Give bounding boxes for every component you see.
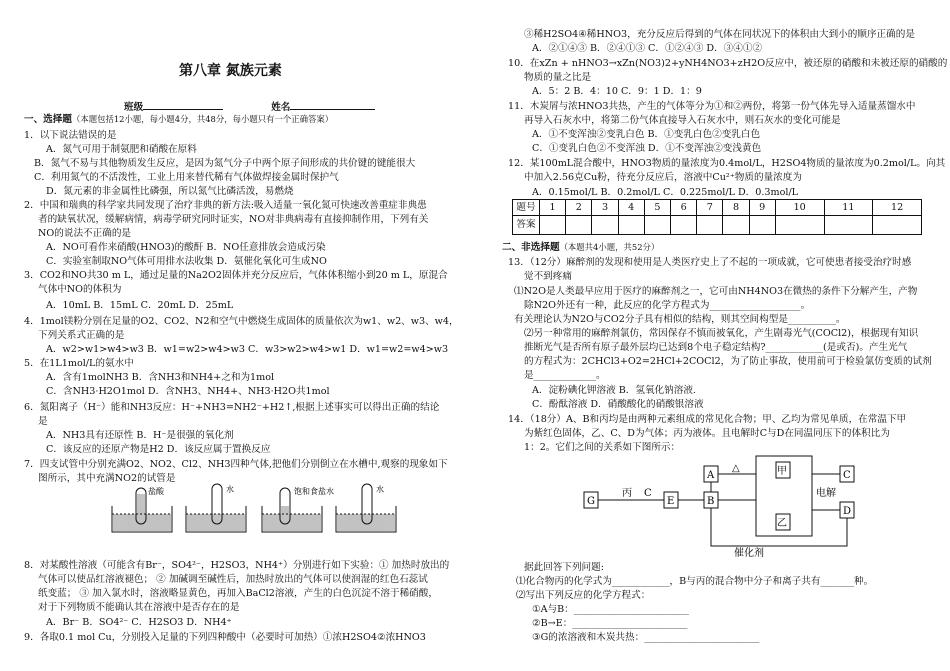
option-line: B．氮气不易与其他物质发生反应，是因为氮气分子中两个原子间形成的共价键的键能很大 (34, 158, 416, 169)
question-line: 再导入石灰水中，将第二份气体直接导入石灰水中，则石灰水的变化可能是 (524, 115, 841, 126)
option-line: A．Br⁻ B．SO4²⁻ C．H2SO3 D．NH4⁺ (46, 617, 232, 628)
table-row-label: 答案 (513, 216, 540, 235)
question-line: 物质的量之比是 (524, 72, 592, 83)
node-heat: △ (732, 463, 740, 474)
answer-table (512, 199, 922, 235)
question-line: 气体可以使品红溶液褪色； ② 加碱调至碱性后，加热时放出的气体可以使润湿的红色石蕊试 (38, 574, 428, 585)
question-line: 6．氮阳离子（H⁻）能和NH3反应：H⁻+NH3=NH2⁻+H2↑,根据上述事实可以得出正确的结论 (24, 402, 440, 413)
node-c: C (843, 470, 851, 481)
answer-cell[interactable] (749, 216, 775, 235)
option-line: A．氮气可用于制氨肥和硝酸在原料 (46, 144, 197, 155)
question-line: 1．以下说法错误的是 (24, 130, 117, 141)
page-title: 第八章 氮族元素 (179, 63, 282, 79)
node-yi: 乙 (777, 518, 787, 529)
answer-table-number-row (513, 200, 922, 216)
option-line: A．5：2 B．4：10 C．9：1 D．1：9 (532, 86, 702, 97)
question-line: ③稀H2SO4④稀HNO3，充分反应后得到的气体在同状况下的体积由大到小的顺序正确的是 (524, 29, 915, 40)
question-line: 为紫红色固体，乙、C、D为气体；丙为液体。且电解时C与D在同温同压下的体积比为 (524, 428, 890, 439)
question-line: 1：2。它们之间的关系如下图所示： (524, 442, 681, 453)
answer-table-answer-row (513, 216, 922, 235)
tube-fill-1 (137, 494, 145, 523)
answer-cell[interactable] (566, 216, 592, 235)
section1-heading: 一、选择题（本题包括12小题，每小题4分，共48分，每小题只有一个正确答案） (24, 114, 334, 125)
option-line: A．NO可看作来硝酸(HNO3)的酸酐 B．NO任意排放会造成污染 (46, 242, 326, 253)
question-line: 下列关系式正确的是 (38, 330, 125, 341)
option-line: A．NH3具有还原性 B．H⁻是很强的氧化剂 (46, 430, 234, 441)
question-line: ①A与B：________________________ (532, 604, 689, 615)
node-a: A (707, 470, 715, 481)
label-electrolysis: 电解 (816, 488, 836, 499)
option-line: A．0.15mol/L B．0.2mol/L C．0.225mol/L D．0.3mol/L (532, 187, 799, 198)
q7-label-2: 水 (226, 485, 234, 494)
option-line: C．含NH3·H2O1mol D．含NH3、NH4+、NH3·H2O共1mol (46, 386, 330, 397)
q7-label-1: 盐酸 (148, 487, 164, 496)
question-line: 据此回答下列问题: (524, 562, 604, 573)
node-d: D (843, 506, 852, 517)
answer-cell[interactable] (592, 216, 618, 235)
question-line: 4．1mol镁粉分别在足量的O2、CO2、N2和空气中燃烧生成固体的质量依次为w1、w2、w3、w4， (24, 316, 459, 327)
option-line: C．酚酞溶液 D．硝酸酸化的硝酸银溶液 (532, 399, 704, 410)
question-line: 纸变蓝； ③ 加入氯水时，溶液略显黄色，再加入BaCl2溶液，产生的白色沉淀不溶于稀硝酸， (38, 588, 438, 599)
table-cell: 7 (697, 200, 723, 216)
question-line: ⑴N2O是人类最早应用于医疗的麻醉剂之一，它可由NH4NO3在微热的条件下分解产生，产物 (514, 286, 918, 297)
answer-cell[interactable] (873, 216, 922, 235)
answer-cell[interactable] (723, 216, 749, 235)
table-cell: 8 (723, 200, 749, 216)
node-b: B (707, 496, 715, 507)
reaction-diagram (580, 452, 880, 559)
node-bing: 丙 (622, 488, 632, 499)
label-catalyst: 催化剂 (734, 548, 764, 559)
name-blank[interactable] (290, 100, 375, 110)
question-line: ③G的浓溶液和木炭共热：________________________ (532, 632, 760, 643)
answer-cell[interactable] (671, 216, 697, 235)
option-line: A．②①④③ B．②④①③ C．①②④③ D．③④①② (532, 43, 763, 54)
question-line: 觉不到疼痛 (524, 271, 572, 282)
option-line: A．①不变浑浊②变乳白色 B．①变乳白色②变乳白色 (532, 129, 761, 140)
option-line: A．w2>w1>w4>w3 B．w1=w2>w4>w3 C．w3>w2>w4>w1 D．w1=w2=w4>w3 (46, 344, 449, 355)
question-line: 11．木炭屑与浓HNO3共热，产生的气体等分为①和②两份，将第一份气体先导入适量蒸馏水中 (508, 101, 916, 112)
question-line: 2．中国和瑞典的科学家共同发现了治疗非典的新方法:吸入适量一氧化氮可快速改善重症非典患 (24, 200, 427, 211)
question-line: ⑵另一种常用的麻醉剂氯仿，常因保存不慎而被氧化，产生剧毒光气(COCl2)，根据现有知识 (524, 328, 919, 339)
table-cell: 1 (540, 200, 566, 216)
answer-cell[interactable] (618, 216, 644, 235)
question-line: 5．在1L1mol/L的氨水中 (24, 358, 134, 369)
question-line: NO的说法不正确的是 (38, 228, 132, 239)
question-line: 10．在xZn + nHNO3→xZn(NO3)2+yNH4NO3+zH2O反应中，被还原的硝酸和未被还原的硝酸的 (508, 58, 948, 69)
question-line: 14．（18分）A、B和丙均是由两种元素组成的常见化合物；甲、乙均为常见单质，在常温下甲 (508, 414, 907, 425)
class-blank[interactable] (143, 100, 223, 110)
liquid-fill-4 (337, 514, 395, 531)
answer-cell[interactable] (775, 216, 824, 235)
option-line: A．淀粉碘化钾溶液 B．氢氧化钠溶液. (532, 385, 696, 396)
question-line: 者的缺氧状况，缓解病情，病毒学研究同时证实，NO对非典病毒有直接抑制作用，下列有关 (38, 214, 429, 225)
node-e: E (667, 496, 675, 507)
question-line: 13．（12分）麻醉剂的发现和使用是人类医疗史上了不起的一项成就，它可使患者接受治疗时感 (508, 257, 912, 268)
answer-cell[interactable] (644, 216, 670, 235)
question-line: 是 (38, 416, 48, 427)
table-cell: 2 (566, 200, 592, 216)
liquid-fill-2 (187, 514, 245, 531)
option-line: C．该反应的还原产物是H2 D．该反应属于置换反应 (46, 444, 271, 455)
tube-fill-3 (281, 506, 289, 523)
option-line: A．10mL B．15mL C．20mL D．25mL (46, 300, 234, 311)
question-line: 是_____________。 (524, 370, 606, 381)
question-line: 12．某100mL混合酸中，HNO3物质的量浓度为0.4mol/L，H2SO4物质的量浓度为0.2mol/L。向其 (508, 158, 946, 169)
section2-heading: 二、非选择题（本题共4小题，共52分） (502, 242, 660, 253)
name-label: 姓名 (271, 102, 291, 113)
question-line: ⑵写出下列反应的化学方程式： (516, 590, 651, 601)
class-name-line (124, 100, 375, 113)
liquid-fill-3 (263, 514, 321, 531)
option-line: C．实验室制取NO气体可用排水法收集 D．氨催化氧化可生成NO (46, 256, 327, 267)
node-c-edge: C (644, 488, 652, 499)
table-cell: 12 (873, 200, 922, 216)
option-line: A．含有1molNH3 B．含NH3和NH4+之和为1mol (46, 372, 275, 383)
table-cell: 6 (671, 200, 697, 216)
question-line: 3．CO2和NO共30 m L，通过足量的Na2O2固体并充分反应后，气体体积缩小到20 m L，原混合 (24, 270, 448, 281)
table-row-label: 题号 (513, 200, 540, 216)
question-line: 气体中NO的体积为 (38, 284, 122, 295)
table-cell: 4 (618, 200, 644, 216)
question-line: 对于下列物质不能确认其在溶液中是否存在的是 (38, 602, 240, 613)
node-g: G (587, 496, 595, 507)
question-line: 推断光气是否所有原子最外层均已达到8个电子稳定结构?____________(是或否)。产生光气 (524, 342, 908, 353)
question-line: 8．对某酸性溶液（可能含有Br⁻，SO4²⁻，H2SO3，NH4⁺）分别进行如下实验：① 加热时放出的 (24, 560, 450, 571)
question-line: 图所示，其中充满NO2的试管是 (38, 473, 176, 484)
node-jia: 甲 (777, 466, 787, 477)
option-line: C．利用氮气的不活泼性，工业上用来替代稀有气体做焊接金属时保护气 (34, 172, 339, 183)
q7-tubes-figure (110, 484, 410, 544)
answer-cell[interactable] (697, 216, 723, 235)
question-line: ⑴化合物丙的化学式为____________，B与丙的混合物中分子和离子共有_______种。 (516, 576, 874, 587)
class-label: 班级 (124, 102, 144, 113)
question-line: 的方程式为：2CHCl3+O2=2HCl+2COCl2，为了防止事故，使用前可于检验氯仿变质的试剂 (524, 356, 932, 367)
q7-label-3: 饱和食盐水 (294, 487, 334, 496)
table-cell: 10 (775, 200, 824, 216)
q7-label-4: 水 (376, 485, 384, 494)
question-line: ②B→E：________________________ (532, 618, 688, 629)
table-cell: 9 (749, 200, 775, 216)
question-line: 有关理论认为N2O与CO2分子具有相似的结构，则其空间构型是__________。 (514, 314, 846, 325)
option-line: D．氮元素的非金属性比磷强，所以氮气比磷活泼，易燃烧 (46, 186, 294, 197)
table-cell: 5 (644, 200, 670, 216)
question-line: 中加入2.56克Cu粉，待充分反应后，溶液中Cu²⁺物质的量浓度为 (524, 172, 802, 183)
table-cell: 11 (824, 200, 873, 216)
answer-cell[interactable] (540, 216, 566, 235)
question-line: 7．四支试管中分别充满O2、NO2、Cl2、NH3四种气体,把他们分别倒立在水槽中,观察的现象如下 (24, 459, 448, 470)
question-line: 除N2O外还有一种，此反应的化学方程式为___________________。 (524, 300, 811, 311)
option-line: C．①变乳白色②不变浑浊 D．①不变浑浊②变浅黄色 (532, 143, 762, 154)
question-line: 9．各取0.1 mol Cu，分别投入足量的下列四种酸中（必要时可加热）①浓H2SO4②浓HNO3 (24, 632, 426, 643)
answer-cell[interactable] (824, 216, 873, 235)
table-cell: 3 (592, 200, 618, 216)
